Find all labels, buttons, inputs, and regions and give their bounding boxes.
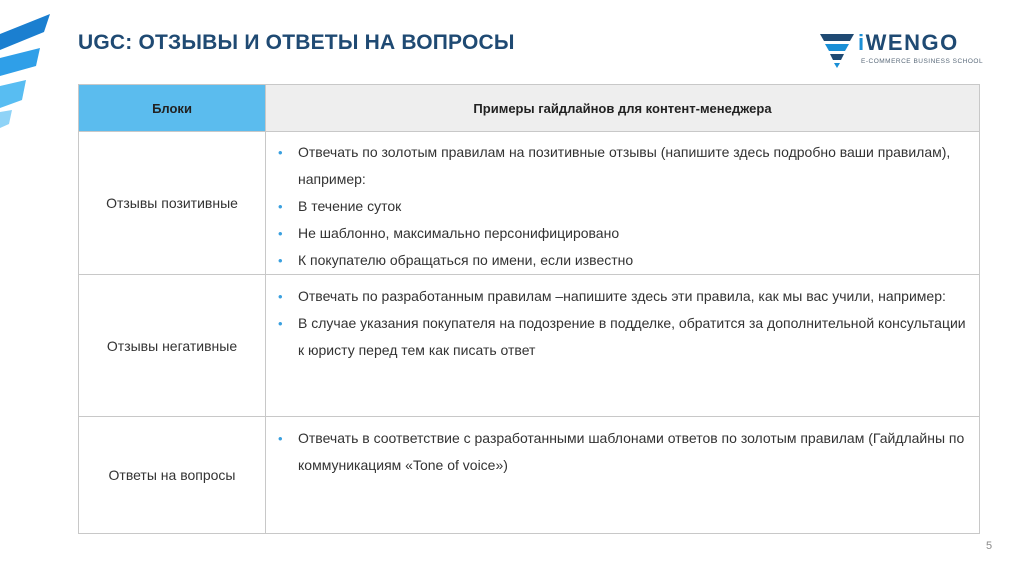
logo-name: iWENGO	[858, 30, 959, 55]
header-examples: Примеры гайдлайнов для контент-менеджера	[266, 85, 980, 132]
block-cell: Ответы на вопросы	[79, 417, 266, 534]
table-row	[79, 132, 980, 275]
bullet-list	[278, 425, 971, 479]
bullet-item: • Отвечать по разработанным правилам –напишите здесь эти правила, как мы вас учили, например:	[278, 283, 971, 310]
guidelines-cell	[266, 417, 980, 534]
header-blocks: Блоки	[79, 85, 266, 132]
bullet-item: • В случае указания покупателя на подозрение в подделке, обратится за дополнительной консультации к юристу перед тем как писать ответ	[278, 310, 971, 364]
logo	[818, 28, 988, 72]
logo-mark-icon	[818, 30, 856, 70]
bullet-item: • Отвечать в соответствие с разработанными шаблонами ответов по золотым правилам (Гайдлайны по коммуникациям «Tone of voice»)	[278, 425, 971, 479]
bullet-list	[278, 283, 971, 364]
table-header-row	[79, 85, 980, 132]
page-number: 5	[986, 540, 993, 552]
decorative-stripes	[0, 0, 60, 140]
slide-title: UGC: ОТЗЫВЫ И ОТВЕТЫ НА ВОПРОСЫ	[78, 31, 515, 54]
guidelines-cell	[266, 132, 980, 275]
table-row	[79, 275, 980, 417]
bullet-list	[278, 139, 971, 274]
bullet-item: • В течение суток	[278, 193, 971, 220]
guidelines-table	[78, 84, 980, 534]
block-cell: Отзывы позитивные	[79, 132, 266, 275]
block-cell: Отзывы негативные	[79, 275, 266, 417]
guidelines-cell	[266, 275, 980, 417]
bullet-item: • К покупателю обращаться по имени, если известно	[278, 247, 971, 274]
table-row	[79, 417, 980, 534]
bullet-item: • Не шаблонно, максимально персонифицировано	[278, 220, 971, 247]
logo-tagline: E-COMMERCE BUSINESS SCHOOL	[861, 58, 984, 65]
bullet-item: • Отвечать по золотым правилам на позитивные отзывы (напишите здесь подробно ваши правилам), например:	[278, 139, 971, 193]
